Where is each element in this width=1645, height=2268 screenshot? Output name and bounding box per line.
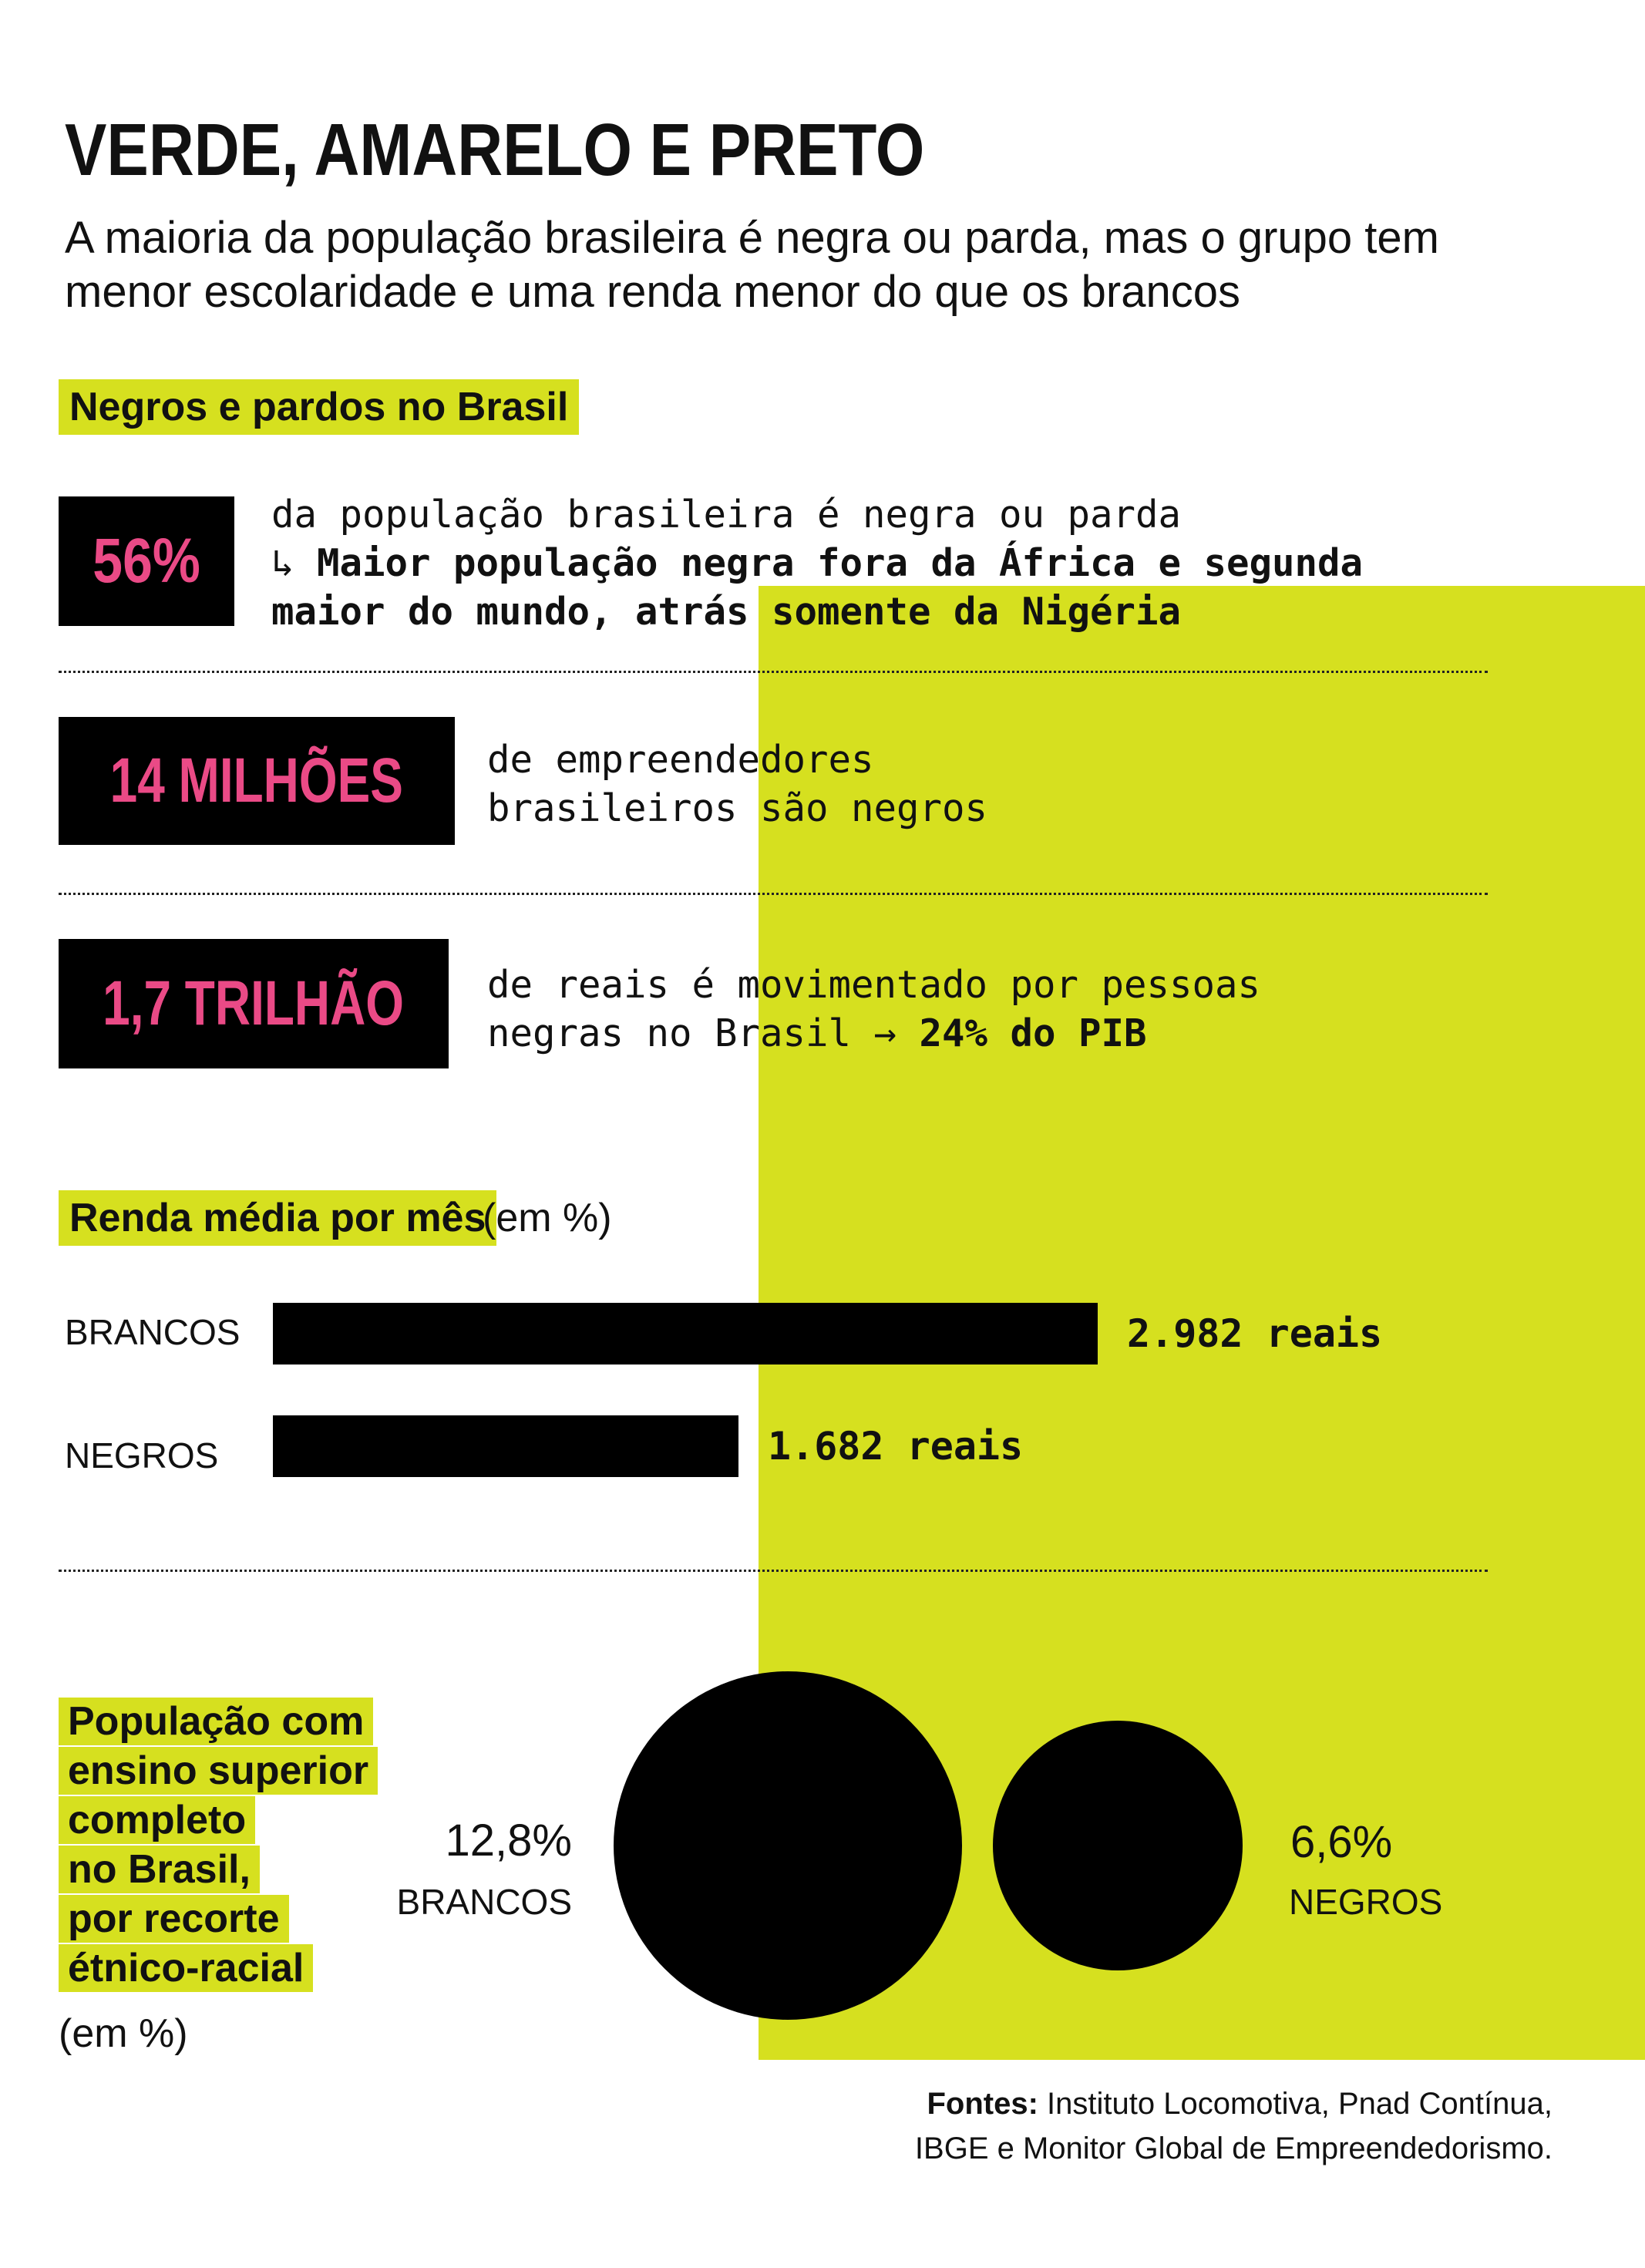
stat-line: de reais é movimentado por pessoas	[487, 963, 1261, 1007]
bar-value-label: 2.982 reais	[1127, 1311, 1383, 1356]
stat-bold-text: Maior população negra fora da África e segunda maior do mundo, atrás somente da Nigéria	[271, 541, 1364, 634]
bar-value-label: 1.682 reais	[768, 1424, 1024, 1469]
section-tag-negros-pardos: Negros e pardos no Brasil	[59, 379, 579, 435]
education-title-line: étnico-racial	[59, 1944, 313, 1992]
infographic-subtitle: A maioria da população brasileira é negra ou parda, mas o grupo tem menor escolaridade e uma renda menor do que os brancos	[65, 213, 1439, 317]
income-unit: (em %)	[483, 1196, 612, 1240]
stat-value-text: 1,7 TRILHÃO	[103, 968, 405, 1038]
bubble-value-label: 12,8%	[445, 1815, 572, 1866]
divider	[59, 893, 1488, 895]
bubble-category-label: NEGROS	[1289, 1882, 1443, 1922]
education-title	[59, 1698, 413, 1994]
source-line	[915, 2081, 1552, 2126]
stat-desc-56	[271, 490, 1474, 636]
stat-desc-14-milhoes	[487, 735, 987, 833]
education-title-line: ensino superior	[59, 1747, 378, 1795]
stat-line: de empreendedores	[487, 738, 874, 782]
stat-line: brasileiros são negros	[487, 786, 988, 830]
education-title-line: completo	[59, 1796, 255, 1844]
stat-line-pre: negras no Brasil →	[487, 1011, 897, 1055]
education-title-line: População com	[59, 1698, 373, 1745]
infographic-title: VERDE, AMARELO E PRETO	[65, 109, 925, 191]
stat-value-1-7-trilhao	[59, 939, 449, 1068]
education-title-line: no Brasil,	[59, 1846, 260, 1893]
bubble-value-label: 6,6%	[1290, 1817, 1393, 1867]
stat-value-14-milhoes	[59, 717, 455, 845]
stat-value-text: 14 MILHÕES	[109, 745, 404, 816]
stat-value-56	[59, 496, 234, 626]
bubble-category-label: BRANCOS	[396, 1882, 572, 1922]
bar-category-label: NEGROS	[65, 1435, 219, 1476]
divider	[59, 671, 1488, 673]
education-title-line: por recorte	[59, 1895, 289, 1943]
income-bar	[273, 1415, 738, 1477]
section-tag-renda: Renda média por mês	[59, 1190, 496, 1246]
education-unit: (em %)	[59, 2011, 188, 2056]
stat-line: da população brasileira é negra ou parda	[271, 493, 1182, 537]
source-label: Fontes:	[927, 2087, 1038, 2121]
bar-category-label: BRANCOS	[65, 1312, 241, 1352]
stat-desc-1-7-trilhao	[487, 961, 1260, 1058]
source-line: IBGE e Monitor Global de Empreendedorismo.	[914, 2132, 1552, 2165]
stat-line	[487, 1009, 1260, 1058]
stat-bold-text: 24% do PIB	[919, 1011, 1147, 1055]
arrow-icon: ↳	[271, 541, 294, 585]
source-note	[915, 2081, 1552, 2171]
stat-bold-block	[271, 539, 1474, 636]
divider	[59, 1570, 1488, 1572]
source-text: Instituto Locomotiva, Pnad Contínua,	[1047, 2087, 1552, 2121]
stat-value-text: 56%	[93, 526, 200, 596]
